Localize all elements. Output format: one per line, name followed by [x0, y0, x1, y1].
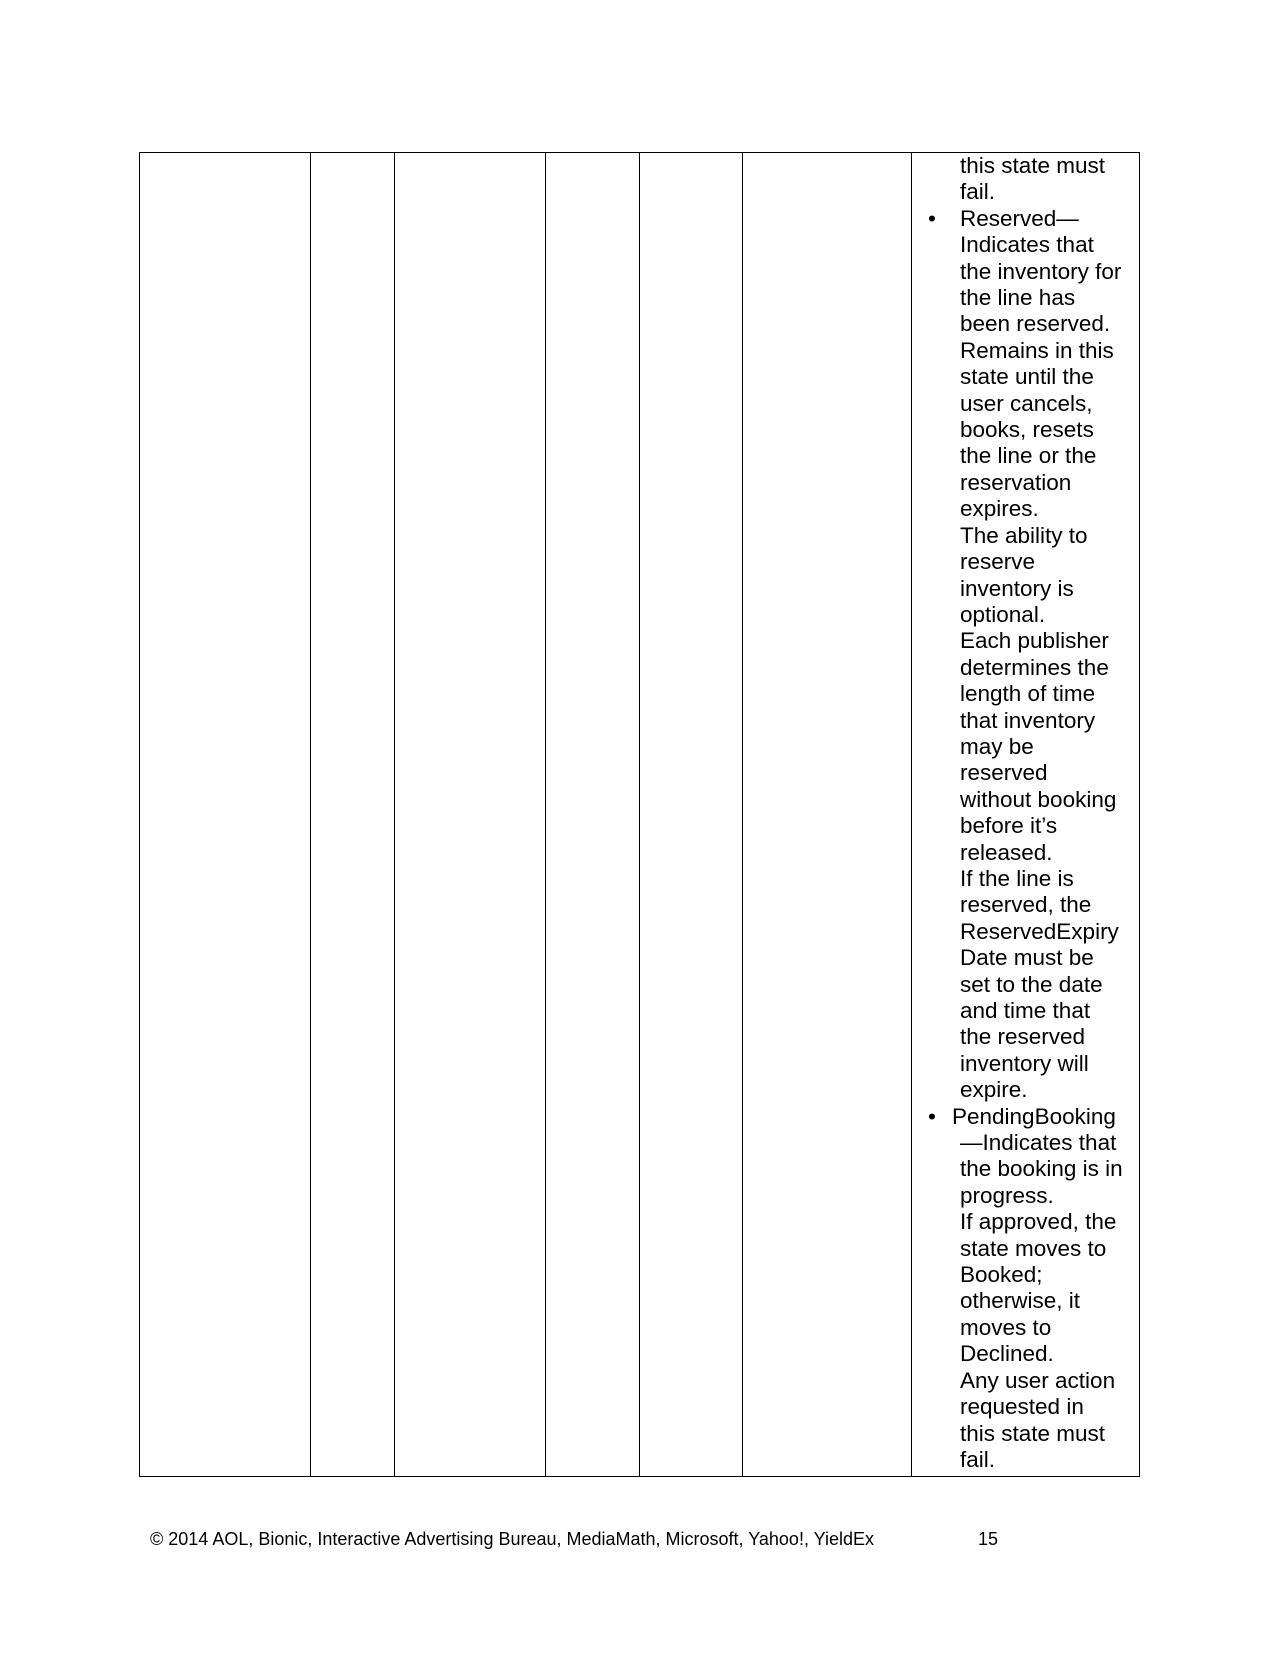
- text-line: this state must: [960, 1420, 1106, 1446]
- text-line: may be: [960, 733, 1034, 759]
- text-line: requested in: [960, 1394, 1084, 1420]
- text-line: without booking: [960, 786, 1117, 812]
- text-line: user cancels,: [960, 390, 1093, 416]
- description-cell: [912, 153, 1140, 1477]
- text-line: the booking is in: [960, 1156, 1123, 1182]
- page-number: 15: [978, 1529, 999, 1549]
- text-line: fail.: [960, 179, 996, 205]
- text-line: otherwise, it: [960, 1288, 1081, 1314]
- text-line: Declined.: [960, 1341, 1054, 1367]
- bullet-text: Reserved—: [960, 205, 1079, 231]
- text-line: been reserved.: [960, 311, 1111, 337]
- table-cell-5: [640, 153, 743, 1477]
- bullet-item: [912, 206, 1131, 232]
- text-line: reserve: [960, 549, 1036, 575]
- text-line: the inventory for: [960, 258, 1122, 284]
- text-line: Each publisher: [960, 628, 1109, 654]
- text-line: optional.: [960, 601, 1046, 627]
- text-line: length of time: [960, 681, 1096, 707]
- text-line: Indicates that: [960, 232, 1094, 258]
- text-line: progress.: [960, 1182, 1054, 1208]
- text-line: set to the date: [960, 971, 1103, 997]
- table-row: [140, 153, 1140, 1477]
- text-line: ReservedExpiry: [960, 918, 1119, 944]
- bullet-item: [912, 1104, 1131, 1130]
- text-line: before it’s: [960, 813, 1058, 839]
- text-line: determines the: [960, 654, 1109, 680]
- text-line: reserved, the: [960, 892, 1092, 918]
- text-line: books, resets: [960, 417, 1094, 443]
- spec-table: [139, 152, 1140, 1477]
- text-line: The ability to: [960, 522, 1088, 548]
- text-line: If the line is: [960, 865, 1074, 891]
- text-line: reserved: [960, 760, 1048, 786]
- text-line: the line or the: [960, 443, 1097, 469]
- text-line: Remains in this: [960, 337, 1114, 363]
- bullet-icon: •: [928, 205, 936, 231]
- text-line: inventory is: [960, 575, 1074, 601]
- text-line: Booked;: [960, 1262, 1043, 1288]
- text-line: expires.: [960, 496, 1039, 522]
- text-line: moves to: [960, 1314, 1052, 1340]
- state-description: [912, 153, 1139, 1473]
- text-line: —Indicates that: [960, 1130, 1117, 1156]
- text-line: reservation: [960, 469, 1072, 495]
- text-line: released.: [960, 839, 1053, 865]
- table-cell-4: [546, 153, 640, 1477]
- table-cell-1: [140, 153, 311, 1477]
- text-line: this state must: [960, 153, 1106, 178]
- text-line: Any user action: [960, 1367, 1116, 1393]
- text-line: fail.: [960, 1446, 996, 1472]
- table-cell-2: [311, 153, 395, 1477]
- bullet-text: PendingBooking: [952, 1103, 1116, 1129]
- text-line: Date must be: [960, 945, 1094, 971]
- table-cell-3: [395, 153, 546, 1477]
- text-line: expire.: [960, 1077, 1028, 1103]
- text-line: If approved, the: [960, 1209, 1117, 1235]
- table-cell-6: [743, 153, 912, 1477]
- text-line: that inventory: [960, 707, 1096, 733]
- text-line: state until the: [960, 364, 1094, 390]
- text-line: inventory will: [960, 1050, 1089, 1076]
- copyright-text: © 2014 AOL, Bionic, Interactive Advertising Bureau, MediaMath, Microsoft, Yahoo!, YieldEx: [150, 1529, 874, 1549]
- bullet-icon: •: [928, 1103, 936, 1129]
- text-line: state moves to: [960, 1235, 1107, 1261]
- text-line: the line has: [960, 285, 1076, 311]
- text-line: and time that: [960, 998, 1091, 1023]
- text-line: the reserved: [960, 1024, 1086, 1050]
